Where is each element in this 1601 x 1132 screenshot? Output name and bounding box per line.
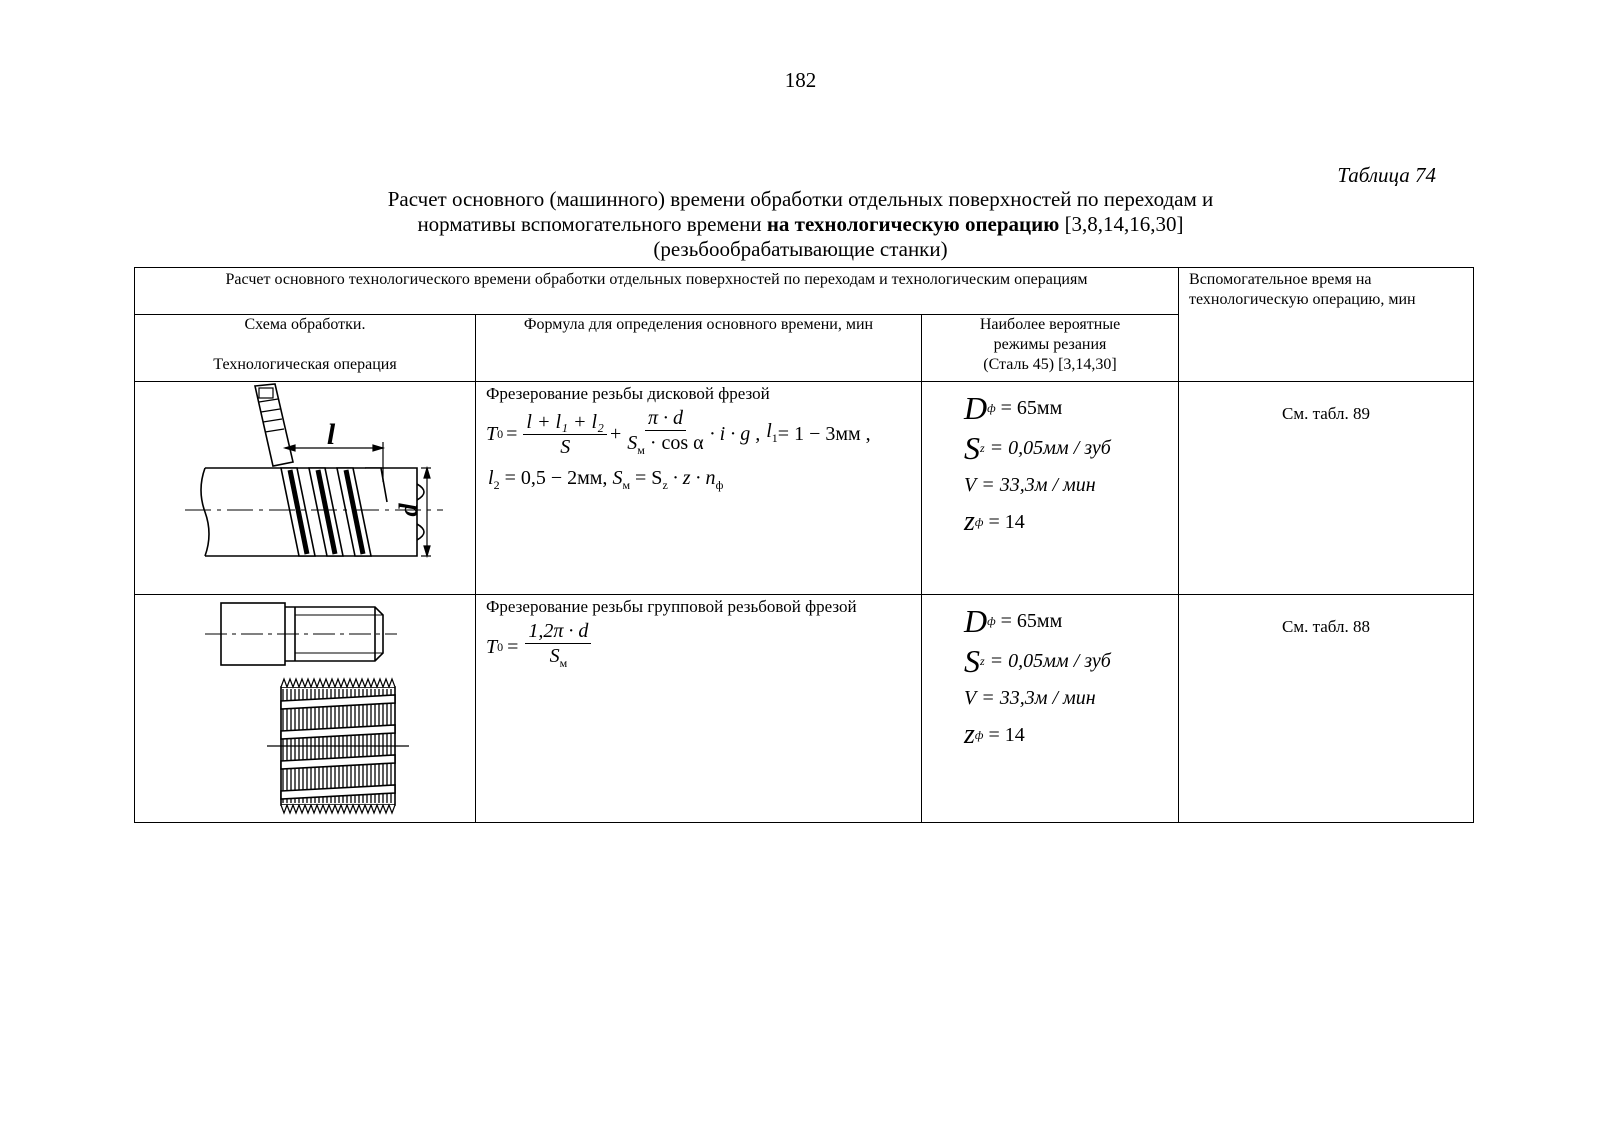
table-row xyxy=(135,595,1474,823)
mode-teeth: z ф = 14 xyxy=(964,719,1025,750)
scheme-disc-cutter xyxy=(135,382,476,595)
fraction-group xyxy=(525,619,591,675)
header-scheme-line-2: Технологическая операция xyxy=(213,356,397,373)
l2-range: = 0,5 − 2мм, xyxy=(504,467,608,489)
fraction-2-den-rest: · cos α xyxy=(644,432,704,454)
group-cutter-thread-milling-drawing xyxy=(135,595,476,816)
fraction-group-den-sub: м xyxy=(559,656,568,670)
title-line-2-start: нормативы вспомогательного времени xyxy=(417,212,767,236)
formula-lhs: T xyxy=(486,423,498,445)
fraction-group-den: S xyxy=(549,645,560,667)
fraction-2-num: π · d xyxy=(645,406,686,431)
fraction-2 xyxy=(624,406,706,462)
sm-expression: = S xyxy=(635,467,663,489)
fraction-1-num: l + l₁ + l₂ xyxy=(523,410,607,435)
fraction-1 xyxy=(523,410,607,459)
header-aux-time: Вспомогательное время на технологическую операцию, мин xyxy=(1179,268,1474,382)
operation-disc-cutter: Фрезерование резьбы дисковой фрезой xyxy=(486,384,770,403)
header-modes-line-3: (Сталь 45) [3,14,30] xyxy=(983,356,1117,373)
operation-group-cutter: Фрезерование резьбы групповой резьбовой фрезой xyxy=(486,597,857,616)
aux-time-ref-89[interactable]: См. табл. 89 xyxy=(1179,382,1474,595)
mode-feed: S z = 0,05мм / зуб xyxy=(964,643,1111,679)
fraction-2-den: S xyxy=(627,432,638,454)
title-line-3: (резьбообрабатывающие станки) xyxy=(653,237,948,261)
machining-time-table xyxy=(134,267,1474,823)
formula-disc-main: T 0 = $\frac{\text{l + l₁ + l₂}}{S}$ + $\frac{\pi \cdot d}{S_м \cdot \cos \alpha}$ · i · g , $l_1$ = 1 − 3мм , xyxy=(476,404,921,462)
header-scheme-line-1: Схема обработки. xyxy=(244,316,366,333)
mode-diameter: D ф = 65мм xyxy=(964,603,1063,639)
header-modes xyxy=(922,315,1179,382)
mode-diameter: D ф = 65мм xyxy=(964,390,1063,426)
formula-group-main: T 0 = $\frac{1,2\pi \cdot d}{S_м}$ xyxy=(476,617,921,675)
fraction-1-den: S xyxy=(560,435,571,458)
page-number: 182 xyxy=(784,68,817,92)
header-main: Расчет основного технологического времени обработки отдельных поверхностей по переходам и технологическим операциям xyxy=(135,268,1179,315)
formula-cell-group xyxy=(476,595,922,823)
formula-lhs-sub: 0 xyxy=(497,427,504,441)
aux-time-ref-88[interactable]: См. табл. 88 xyxy=(1179,595,1474,823)
title-line-2-end: [3,8,14,16,30] xyxy=(1059,212,1184,236)
modes-cell-disc xyxy=(922,382,1179,595)
sm-expression-sub: z xyxy=(662,478,668,492)
disc-cutter-thread-milling-drawing xyxy=(135,382,476,588)
formula-group-lhs: T xyxy=(486,636,498,658)
title-line-2 xyxy=(0,212,1601,237)
formula-tail: · i · g , xyxy=(709,423,761,445)
title-line-2-bold: на технологическую операцию xyxy=(766,212,1060,236)
mode-speed: V = 33,3м / мин xyxy=(964,687,1096,709)
table-title xyxy=(0,187,1601,262)
mode-speed: V = 33,3м / мин xyxy=(964,474,1096,496)
scheme-group-cutter xyxy=(135,595,476,823)
sm-expression-nsub: ф xyxy=(715,478,724,492)
sm-expression-rest: · z · n xyxy=(667,467,716,489)
header-scheme xyxy=(135,315,476,382)
diameter-label: d xyxy=(394,503,423,517)
formula-cell-disc xyxy=(476,382,922,595)
title-line-1: Расчет основного (машинного) времени обработки отдельных поверхностей по переходам и xyxy=(387,187,1214,211)
header-modes-line-2: режимы резания xyxy=(993,336,1107,353)
formula-disc-second: $l_2 = 0,5 - 2мм$, $S_м = S_z \cdot z \cdot n_ф$ xyxy=(488,467,724,492)
formula-group-lhs-sub: 0 xyxy=(497,640,504,654)
table-label: Таблица 74 xyxy=(1337,163,1436,187)
header-formula: Формула для определения основного времени, мин xyxy=(476,315,922,382)
fraction-2-den-sub: м xyxy=(637,443,645,457)
mode-teeth: z ф = 14 xyxy=(964,506,1025,537)
mode-feed: S z = 0,05мм / зуб xyxy=(964,430,1111,466)
header-modes-line-1: Наиболее вероятные xyxy=(979,316,1121,333)
modes-cell-group xyxy=(922,595,1179,823)
l1-range: = 1 − 3мм , xyxy=(777,423,871,445)
fraction-group-num: 1,2π · d xyxy=(525,619,591,644)
length-label: l xyxy=(326,418,336,451)
table-row xyxy=(135,382,1474,595)
